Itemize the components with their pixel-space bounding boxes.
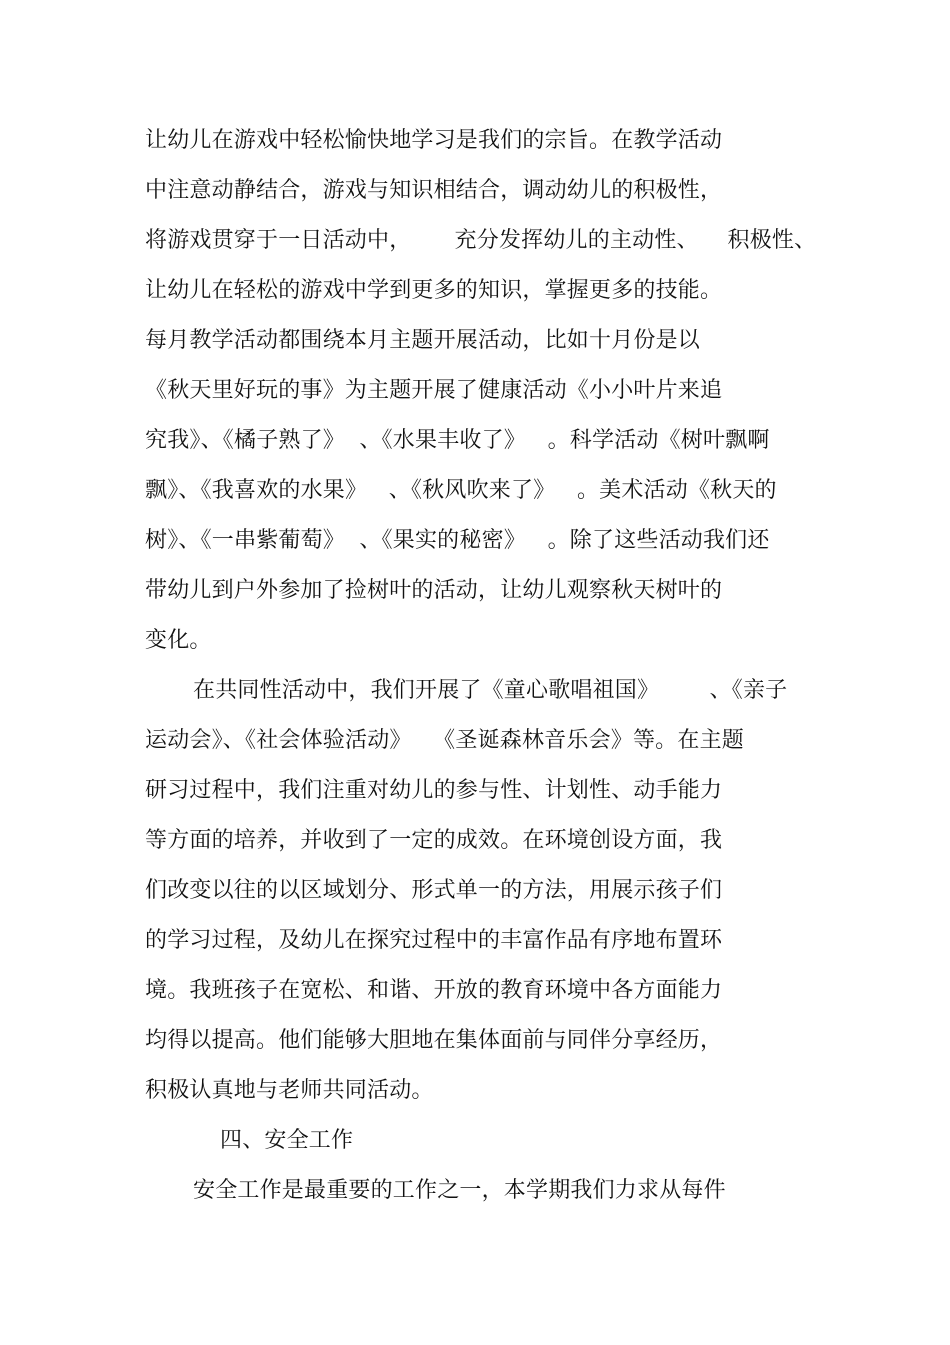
paragraph-line: 积极认真地与老师共同活动。 [145, 1078, 434, 1103]
paragraph-line: 等方面的培养，并收到了一定的成效。在环境创设方面，我 [145, 828, 723, 853]
paragraph-line: 树》、《一串紫葡萄》 、《果实的秘密》 。除了这些活动我们还 [145, 528, 770, 553]
paragraph-line: 安全工作是最重要的工作之一，本学期我们力求从每件 [193, 1178, 726, 1203]
section-heading: 四、安全工作 [220, 1128, 354, 1153]
paragraph-line: 带幼儿到户外参加了捡树叶的活动，让幼儿观察秋天树叶的 [145, 578, 723, 603]
paragraph-line: 《秋天里好玩的事》为主题开展了健康活动《小小叶片来追 [145, 378, 723, 403]
paragraph-line: 中注意动静结合，游戏与知识相结合，调动幼儿的积极性， [145, 178, 723, 203]
paragraph-line: 的学习过程，及幼儿在探究过程中的丰富作品有序地布置环 [145, 928, 723, 953]
paragraph-line: 每月教学活动都围绕本月主题开展活动，比如十月份是以 [145, 328, 701, 353]
paragraph-line: 将游戏贯穿于一日活动中， 充分发挥幼儿的主动性、 积极性、 [145, 228, 817, 253]
paragraph-line: 变化。 [145, 628, 212, 653]
paragraph-line: 均得以提高。他们能够大胆地在集体面前与同伴分享经历， [145, 1028, 723, 1053]
paragraph-line: 让幼儿在轻松的游戏中学到更多的知识，掌握更多的技能。 [145, 278, 723, 303]
paragraph-line: 研习过程中，我们注重对幼儿的参与性、计划性、动手能力 [145, 778, 723, 803]
paragraph-line: 究我》、《橘子熟了》 、《水果丰收了》 。科学活动《树叶飘啊 [145, 428, 770, 453]
paragraph-line: 运动会》、《社会体验活动》 《圣诞森林音乐会》等。在主题 [145, 728, 744, 753]
paragraph-line: 让幼儿在游戏中轻松愉快地学习是我们的宗旨。在教学活动 [145, 128, 723, 153]
paragraph-line: 们改变以往的以区域划分、形式单一的方法，用展示孩子们 [145, 878, 723, 903]
paragraph-line: 飘》、《我喜欢的水果》 、《秋风吹来了》 。美术活动《秋天的 [145, 478, 777, 503]
paragraph-line: 在共同性活动中，我们开展了《童心歌唱祖国》 、《亲子 [193, 678, 788, 703]
paragraph-line: 境。我班孩子在宽松、和谐、开放的教育环境中各方面能力 [145, 978, 723, 1003]
